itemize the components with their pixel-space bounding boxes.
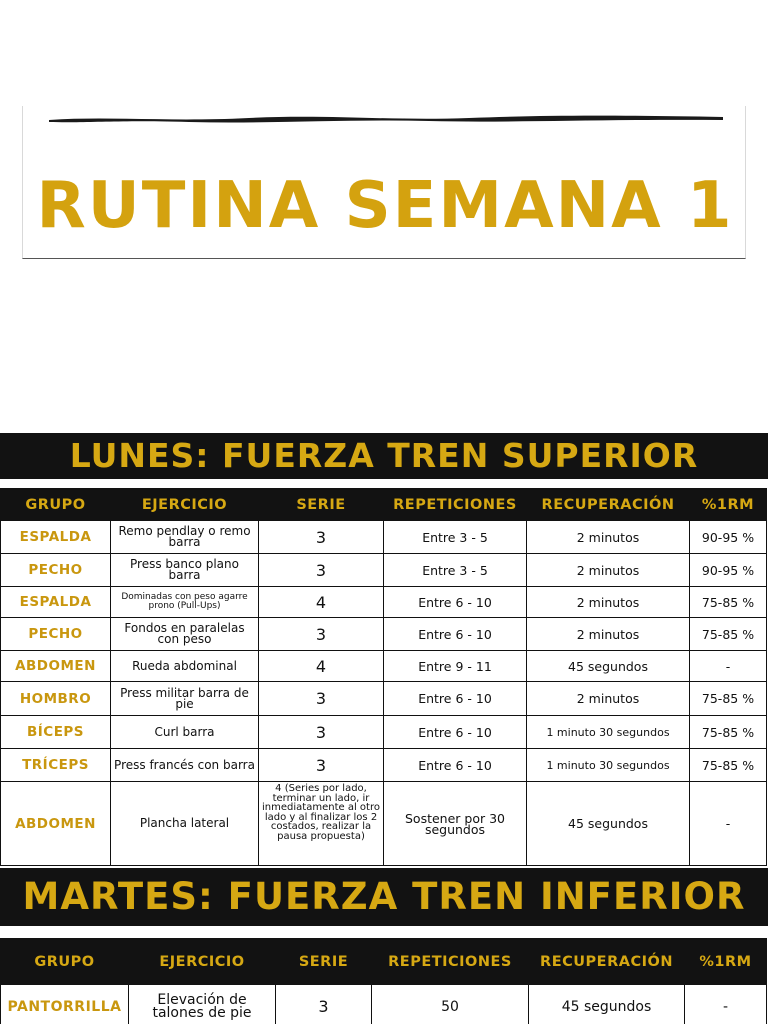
- cell-recuperacion: 2 minutos: [527, 587, 690, 618]
- cell-repeticiones: Entre 6 - 10: [384, 587, 527, 618]
- column-header-rm: %1RM: [690, 489, 767, 521]
- page-title: RUTINA SEMANA 1: [36, 169, 734, 243]
- cell-grupo: PANTORRILLA: [1, 985, 129, 1024]
- cell-recuperacion: 2 minutos: [527, 618, 690, 651]
- cell-recuperacion: 45 segundos: [529, 985, 685, 1024]
- cell-rm: 75-85 %: [690, 682, 767, 716]
- cell-grupo: ESPALDA: [1, 587, 111, 618]
- day-banner-martes: MARTES: FUERZA TREN INFERIOR: [0, 868, 768, 926]
- cell-grupo: ABDOMEN: [1, 782, 111, 866]
- cell-grupo: ESPALDA: [1, 521, 111, 554]
- column-header-grupo: GRUPO: [1, 489, 111, 521]
- column-header-ejercicio: EJERCICIO: [129, 939, 276, 985]
- cell-repeticiones: Sostener por 30 segundos: [384, 782, 527, 866]
- table-row: [1, 587, 767, 618]
- cell-recuperacion: 1 minuto 30 segundos: [527, 716, 690, 749]
- column-header-serie: SERIE: [276, 939, 372, 985]
- cell-ejercicio: Curl barra: [111, 716, 259, 749]
- column-header-recuperacion: RECUPERACIÓN: [527, 489, 690, 521]
- cell-grupo: HOMBRO: [1, 682, 111, 716]
- cell-grupo: TRÍCEPS: [1, 749, 111, 782]
- cell-ejercicio: Press militar barra de pie: [111, 682, 259, 716]
- column-header-rm: %1RM: [685, 939, 767, 985]
- cell-serie: 3: [276, 985, 372, 1024]
- cell-rm: -: [690, 782, 767, 866]
- cell-recuperacion: 45 segundos: [527, 651, 690, 682]
- column-header-repeticiones: REPETICIONES: [384, 489, 527, 521]
- cell-serie: 4: [259, 651, 384, 682]
- cell-rm: 75-85 %: [690, 716, 767, 749]
- cell-grupo: ABDOMEN: [1, 651, 111, 682]
- cell-repeticiones: Entre 3 - 5: [384, 554, 527, 587]
- cell-grupo: PECHO: [1, 554, 111, 587]
- table-row: [1, 651, 767, 682]
- brush-stroke-divider: [49, 112, 723, 124]
- column-header-serie: SERIE: [259, 489, 384, 521]
- table-row: [1, 749, 767, 782]
- table-header-row: [1, 939, 767, 985]
- cell-recuperacion: 45 segundos: [527, 782, 690, 866]
- cell-rm: 90-95 %: [690, 554, 767, 587]
- table-row: [1, 618, 767, 651]
- cell-ejercicio: Plancha lateral: [111, 782, 259, 866]
- cell-rm: -: [685, 985, 767, 1024]
- cell-serie: 3: [259, 749, 384, 782]
- cell-serie: 3: [259, 521, 384, 554]
- column-header-recuperacion: RECUPERACIÓN: [529, 939, 685, 985]
- cell-ejercicio: Dominadas con peso agarre prono (Pull-Ups): [111, 587, 259, 618]
- column-header-ejercicio: EJERCICIO: [111, 489, 259, 521]
- table-header-row: [1, 489, 767, 521]
- cell-recuperacion: 2 minutos: [527, 521, 690, 554]
- cell-recuperacion: 2 minutos: [527, 554, 690, 587]
- cell-repeticiones: Entre 3 - 5: [384, 521, 527, 554]
- table-row: [1, 716, 767, 749]
- cell-ejercicio: Press banco plano barra: [111, 554, 259, 587]
- cell-ejercicio: Rueda abdominal: [111, 651, 259, 682]
- column-header-repeticiones: REPETICIONES: [372, 939, 529, 985]
- cell-repeticiones: 50: [372, 985, 529, 1024]
- cell-recuperacion: 1 minuto 30 segundos: [527, 749, 690, 782]
- table-row: [1, 521, 767, 554]
- table-row: [1, 782, 767, 866]
- cell-recuperacion: 2 minutos: [527, 682, 690, 716]
- cell-grupo: BÍCEPS: [1, 716, 111, 749]
- table-row: [1, 985, 767, 1024]
- cell-rm: 75-85 %: [690, 618, 767, 651]
- cell-serie: 3: [259, 618, 384, 651]
- cell-ejercicio: Remo pendlay o remo barra: [111, 521, 259, 554]
- cell-rm: 75-85 %: [690, 587, 767, 618]
- cell-repeticiones: Entre 6 - 10: [384, 682, 527, 716]
- routine-table-martes: [0, 938, 767, 1024]
- cell-serie: 3: [259, 682, 384, 716]
- routine-table-lunes: [0, 488, 767, 866]
- title-card: [22, 106, 746, 259]
- column-header-grupo: GRUPO: [1, 939, 129, 985]
- cell-rm: 90-95 %: [690, 521, 767, 554]
- cell-repeticiones: Entre 6 - 10: [384, 716, 527, 749]
- cell-ejercicio: Fondos en paralelas con peso: [111, 618, 259, 651]
- cell-serie: 4 (Series por lado, terminar un lado, ir inmediatamente al otro lado y al finalizar los 2 costados, realizar la pausa propuesta): [259, 782, 384, 866]
- table-row: [1, 682, 767, 716]
- table-row: [1, 554, 767, 587]
- cell-ejercicio: Press francés con barra: [111, 749, 259, 782]
- cell-repeticiones: Entre 9 - 11: [384, 651, 527, 682]
- cell-serie: 3: [259, 716, 384, 749]
- cell-grupo: PECHO: [1, 618, 111, 651]
- cell-ejercicio: Elevación de talones de pie: [129, 985, 276, 1024]
- cell-serie: 4: [259, 587, 384, 618]
- cell-rm: -: [690, 651, 767, 682]
- cell-serie: 3: [259, 554, 384, 587]
- cell-rm: 75-85 %: [690, 749, 767, 782]
- cell-repeticiones: Entre 6 - 10: [384, 618, 527, 651]
- cell-repeticiones: Entre 6 - 10: [384, 749, 527, 782]
- day-banner-lunes: LUNES: FUERZA TREN SUPERIOR: [0, 433, 768, 479]
